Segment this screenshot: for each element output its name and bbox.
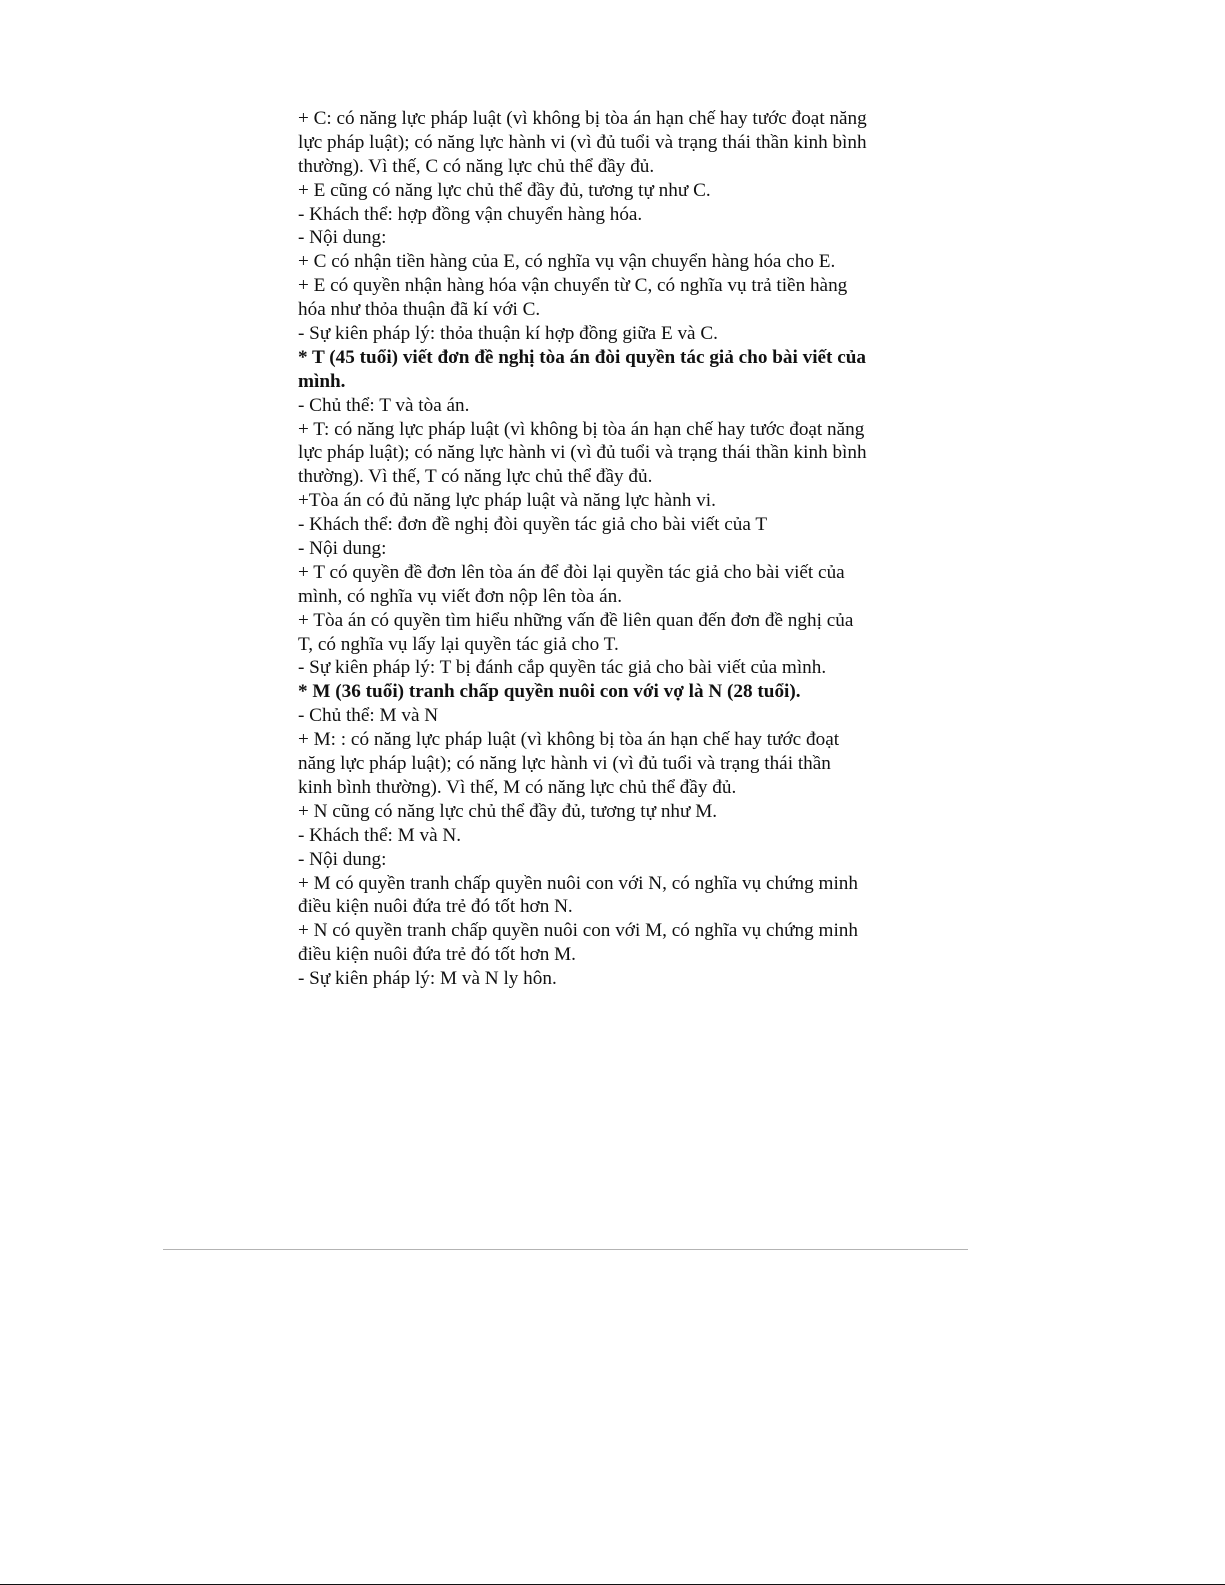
text-line: - Nội dung:	[298, 227, 387, 249]
text-line: - Khách thể: đơn đề nghị đòi quyền tác giả cho bài viết của T	[298, 514, 768, 536]
text-line: - Khách thể: hợp đồng vận chuyển hàng hóa.	[298, 203, 643, 225]
section-heading-line: mình.	[298, 370, 346, 392]
text-line: + Tòa án có quyền tìm hiểu những vấn đề liên quan đến đơn đề nghị của	[298, 609, 854, 631]
text-line: lực pháp luật); có năng lực hành vi (vì đủ tuổi và trạng thái thần kinh bình	[298, 442, 867, 464]
text-line: + N cũng có năng lực chủ thể đầy đủ, tương tự như M.	[298, 800, 718, 822]
text-line: - Khách thể: M và N.	[298, 824, 462, 846]
section-heading-line: * M (36 tuổi) tranh chấp quyền nuôi con với vợ là N (28 tuổi).	[298, 681, 801, 703]
section-heading-line: * T (45 tuổi) viết đơn đề nghị tòa án đòi quyền tác giả cho bài viết của	[298, 346, 867, 368]
text-line: hóa như thỏa thuận đã kí với C.	[298, 299, 541, 321]
text-line: - Chủ thể: T và tòa án.	[298, 394, 470, 416]
text-line: điều kiện nuôi đứa trẻ đó tốt hơn N.	[298, 896, 573, 918]
text-line: năng lực pháp luật); có năng lực hành vi (vì đủ tuổi và trạng thái thần	[298, 753, 831, 775]
text-line: + E cũng có năng lực chủ thể đầy đủ, tương tự như C.	[298, 179, 711, 201]
text-line: + C có nhận tiền hàng của E, có nghĩa vụ vận chuyển hàng hóa cho E.	[298, 251, 836, 273]
text-line: kinh bình thường). Vì thế, M có năng lực chủ thể đầy đủ.	[298, 776, 737, 798]
text-line: + E có quyền nhận hàng hóa vận chuyển từ C, có nghĩa vụ trả tiền hàng	[298, 275, 848, 297]
text-line: +Tòa án có đủ năng lực pháp luật và năng lực hành vi.	[298, 490, 716, 512]
text-line: + T có quyền đề đơn lên tòa án để đòi lại quyền tác giả cho bài viết của	[298, 561, 845, 583]
text-line: T, có nghĩa vụ lấy lại quyền tác giả cho T.	[298, 633, 619, 655]
text-line: thường). Vì thế, C có năng lực chủ thể đầy đủ.	[298, 155, 655, 177]
text-line: + T: có năng lực pháp luật (vì không bị tòa án hạn chế hay tước đoạt năng	[298, 418, 865, 440]
text-line: + C: có năng lực pháp luật (vì không bị tòa án hạn chế hay tước đoạt năng	[298, 108, 867, 129]
text-line: - Chủ thể: M và N	[298, 705, 439, 727]
text-line: - Sự kiên pháp lý: thỏa thuận kí hợp đồng giữa E và C.	[298, 323, 718, 345]
text-line: lực pháp luật); có năng lực hành vi (vì đủ tuổi và trạng thái thần kinh bình	[298, 131, 867, 153]
text-line: - Nội dung:	[298, 538, 387, 560]
text-line: - Sự kiên pháp lý: T bị đánh cắp quyền tác giả cho bài viết của mình.	[298, 657, 827, 679]
text-line: điều kiện nuôi đứa trẻ đó tốt hơn M.	[298, 944, 576, 966]
text-line: + M có quyền tranh chấp quyền nuôi con với N, có nghĩa vụ chứng minh	[298, 872, 858, 894]
document-body	[298, 107, 938, 991]
text-line: + M: : có năng lực pháp luật (vì không bị tòa án hạn chế hay tước đoạt	[298, 729, 840, 751]
page-divider	[163, 1249, 968, 1250]
text-line: thường). Vì thế, T có năng lực chủ thể đầy đủ.	[298, 466, 653, 488]
text-line: mình, có nghĩa vụ viết đơn nộp lên tòa án.	[298, 585, 623, 607]
text-line: - Nội dung:	[298, 848, 387, 870]
text-line: + N có quyền tranh chấp quyền nuôi con với M, có nghĩa vụ chứng minh	[298, 920, 858, 942]
text-line: - Sự kiên pháp lý: M và N ly hôn.	[298, 968, 557, 990]
